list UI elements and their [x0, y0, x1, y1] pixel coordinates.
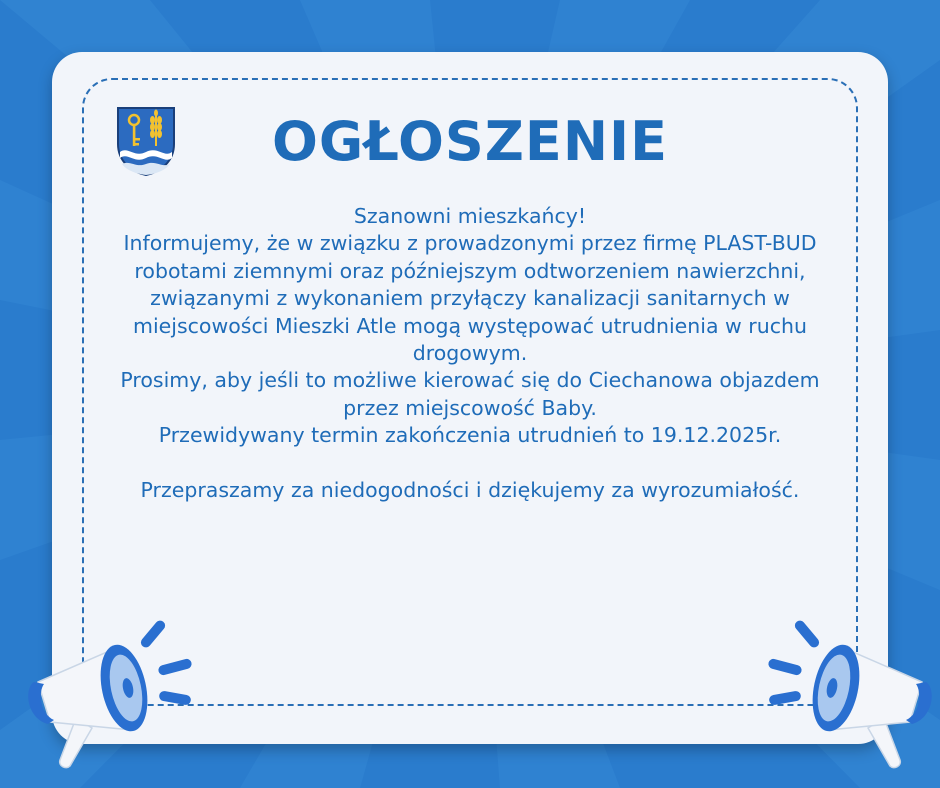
paragraph-spacer [100, 450, 840, 477]
greeting-text: Szanowni mieszkańcy! [353, 204, 587, 228]
notice-paragraph: Informujemy, że w związku z prowadzonymi przez firmę PLAST-BUD robotami ziemnymi oraz późniejszym odtworzeniem nawierzchni, związanymi z wykonaniem przyłączy kanalizacji sanitarnych w miejscowości Mieszki Atle mogą występować utrudnienia w ruchu drogowym. [123, 231, 817, 366]
page-title: OGŁOSZENIE [272, 110, 668, 173]
detour-paragraph: Prosimy, aby jeśli to możliwe kierować się do Ciechanowa objazdem przez miejscowość Baby. [120, 368, 820, 420]
announcement-body [100, 203, 840, 504]
megaphone-icon [730, 610, 940, 780]
closing-text: Przepraszamy za niedogodności i dziękujemy za wyrozumiałość. [140, 478, 800, 503]
megaphone-icon [20, 610, 230, 780]
end-date-paragraph: Przewidywany termin zakończenia utrudnień to 19.12.2025r. [158, 423, 782, 448]
